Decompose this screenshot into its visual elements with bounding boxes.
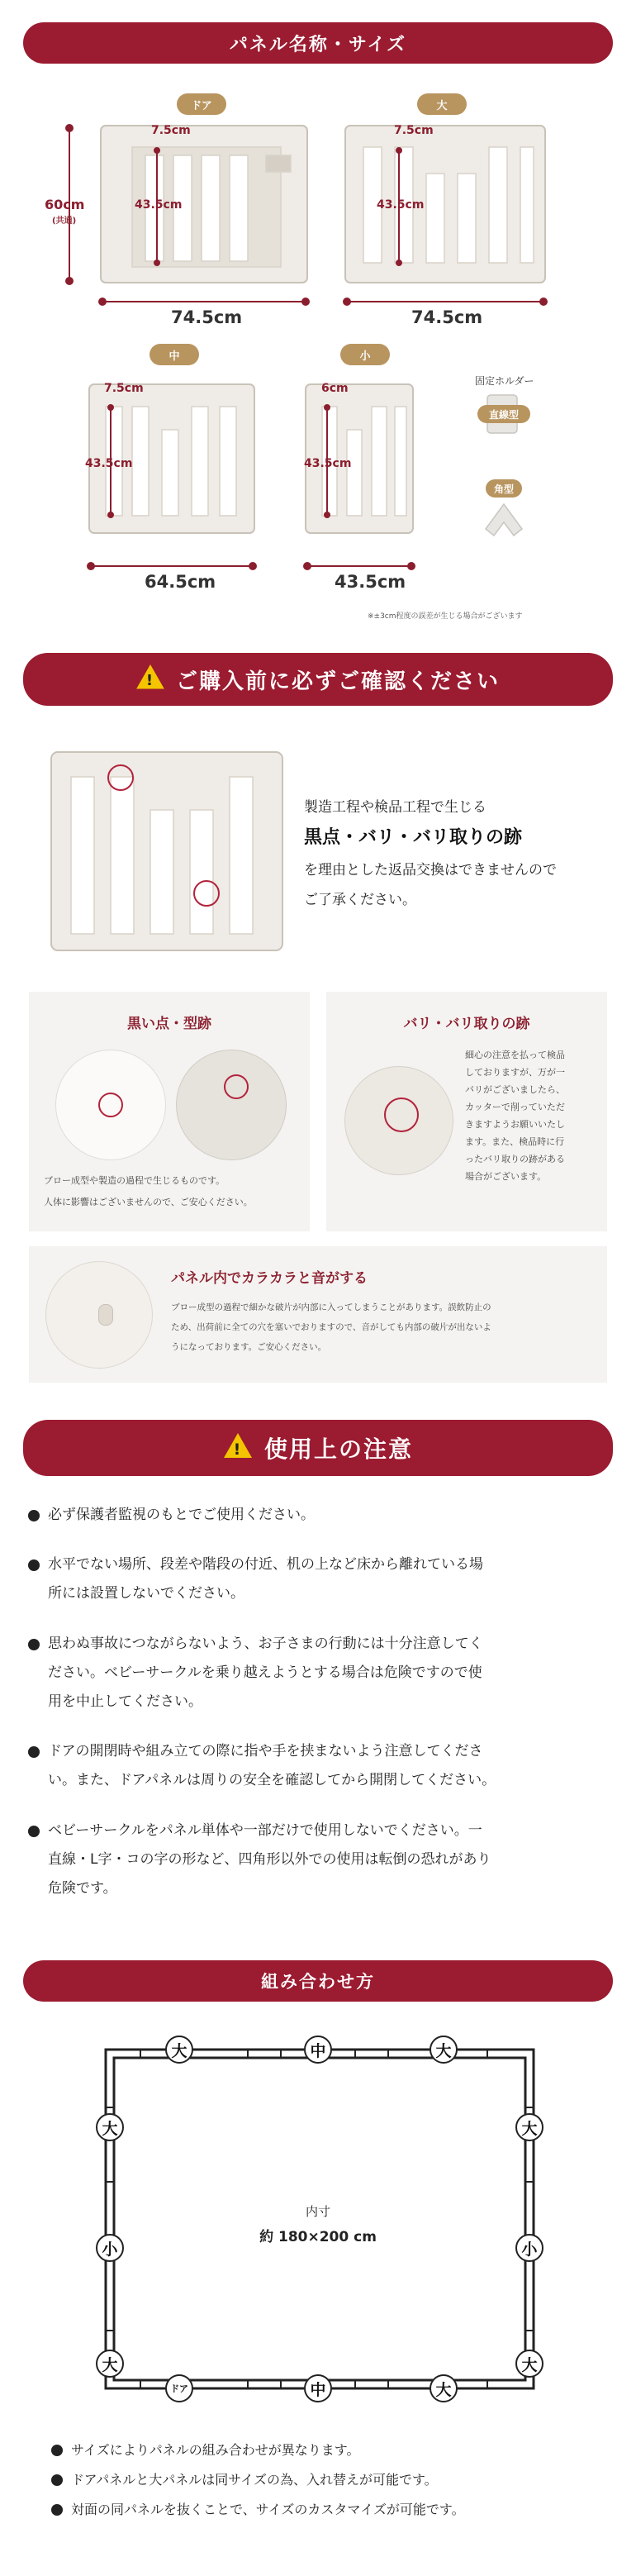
caution-item (28, 1550, 606, 1608)
combination-note (51, 2468, 629, 2493)
medium-mid-dim (85, 457, 132, 470)
tag-door-label: ドア (191, 99, 212, 112)
combo-tag-bottom-2 (304, 2374, 332, 2402)
tag-large-label: 大 (436, 99, 448, 112)
inner-size-label (0, 2202, 636, 2220)
caution-item (28, 1630, 606, 1717)
bullet-icon (28, 1746, 40, 1758)
combo-tag-right-1 (515, 2113, 543, 2141)
burr-line: きますようお願いいたし (465, 1119, 565, 1130)
card-text-1: ブロー成型や製造の過程で生じるものです。 (44, 1175, 225, 1186)
defect-line-3-text: を理由とした返品交換はできませんので (304, 862, 557, 879)
note-text: ドアパネルと大パネルは同サイズの為、入れ替えが可能です。 (71, 2472, 438, 2488)
large-top-text: 7.5cm (394, 124, 434, 137)
door-mid-text: 43.5cm (135, 198, 183, 212)
defect-line-4 (304, 888, 416, 908)
burr-line: ったバリ取りの跡がある (465, 1154, 565, 1164)
section-title-caution (23, 1420, 613, 1476)
combo-tag-top-2 (304, 2036, 332, 2064)
large-top-dim (394, 124, 434, 137)
defect-line-3 (304, 858, 557, 879)
combo-tag-text: 大 (435, 2041, 452, 2060)
defect-line-4-text: ご了承ください。 (304, 892, 416, 908)
medium-width-dim (145, 572, 216, 592)
tolerance-note-text: ※±3cm程度の誤差が生じる場合がございます (368, 612, 523, 621)
corner-holder-image (486, 504, 522, 536)
medium-mid-text: 43.5cm (85, 457, 133, 470)
large-width-dim (411, 307, 482, 327)
note-text: 対面の同パネルを抜くことで、サイズのカスタマイズが可能です。 (71, 2502, 465, 2517)
height-sub-label (52, 213, 76, 226)
door-width-text: 74.5cm (171, 307, 243, 327)
warning-icon (223, 1432, 253, 1464)
caution-item (28, 1501, 606, 1530)
panel-defect-image (43, 744, 291, 959)
door-top-dim (151, 124, 191, 137)
caution-line: 思わぬ事故につながらないよう、お子さまの行動には十分注意してく (48, 1636, 483, 1652)
holder-straight-text: 直線型 (488, 408, 519, 421)
card-title: 黒い点・型跡 (127, 1016, 211, 1032)
combo-tag-text: 小 (102, 2240, 118, 2259)
caution-line: 必ず保護者監視のもとでご使用ください。 (48, 1507, 315, 1523)
bullet-icon (28, 1559, 40, 1571)
defect-line-1 (304, 795, 486, 816)
rattle-line: ため、出荷前に全ての穴を塞いでおりますので、音がしても内部の破片が出ないよ (171, 1322, 491, 1332)
combo-tag-text: 大 (171, 2041, 187, 2060)
tag-small-label: 小 (359, 350, 371, 363)
height-label-text: 60cm (45, 197, 85, 212)
holder-title-text: 固定ホルダー (475, 375, 534, 387)
svg-text:!: ! (233, 1440, 243, 1459)
combo-tag-text: 大 (102, 2119, 118, 2138)
bullet-icon (28, 1639, 40, 1650)
combo-tag-text: 中 (310, 2041, 326, 2060)
rattle-line: うになっております。ご安心ください。 (171, 1342, 327, 1352)
combo-tag-text: 大 (102, 2355, 118, 2374)
card-title: バリ・バリ取りの跡 (403, 1016, 530, 1032)
defect-marker-bottom (193, 880, 220, 907)
large-mid-dim (377, 198, 424, 212)
caution-line: 用を中止してください。 (48, 1693, 202, 1710)
black-dot-marker-2 (224, 1074, 249, 1099)
combo-tag-left-1 (96, 2113, 124, 2141)
tolerance-note (368, 610, 523, 621)
small-mid-text: 43.5cm (304, 457, 352, 470)
combination-note (51, 2438, 629, 2463)
height-label (45, 197, 84, 212)
holder-title (475, 374, 534, 388)
holder-straight-tag (477, 405, 530, 423)
caution-line: ドアの開閉時や組み立ての際に指や手を挟まないよう注意してくださ (48, 1743, 483, 1759)
bullet-icon (51, 2474, 63, 2486)
card-rattle (29, 1246, 607, 1383)
burr-line: しておりますが、万が一 (465, 1067, 565, 1078)
black-dot-marker-1 (98, 1093, 123, 1117)
medium-top-dim (104, 382, 144, 395)
defect-line-1-text: 製造工程や検品工程で生じる (304, 799, 486, 816)
card-title: パネル内でカラカラと音がする (171, 1270, 368, 1287)
caution-item (28, 1817, 606, 1903)
defect-marker-top (107, 764, 134, 791)
combo-tag-top-1 (165, 2036, 193, 2064)
panel-size-diagram (0, 83, 636, 595)
section-title-check (23, 653, 613, 706)
burr-line: 場合がございます。 (465, 1171, 547, 1182)
combo-tag-text: 大 (435, 2380, 452, 2399)
bullet-icon (51, 2504, 63, 2516)
combo-tag-bottom-1 (165, 2374, 193, 2402)
defect-line-2 (304, 823, 522, 849)
combo-tag-text: 中 (310, 2380, 326, 2399)
holder-corner-text: 角型 (493, 483, 514, 495)
combo-tag-text: 大 (521, 2119, 538, 2138)
section-title-text: ご購入前に必ずご確認ください (175, 669, 500, 694)
small-top-text: 6cm (321, 382, 349, 395)
caution-line: ベビーサークルをパネル単体や一部だけで使用しないでください。一 (48, 1822, 482, 1839)
section-title-combination (23, 1960, 613, 2002)
small-top-dim (321, 382, 349, 395)
medium-top-text: 7.5cm (104, 382, 144, 395)
combo-tag-top-3 (430, 2036, 458, 2064)
caution-line: 水平でない場所、段差や階段の付近、机の上など床から離れている場 (48, 1556, 483, 1573)
burr-text (465, 1046, 601, 1185)
tag-medium-label: 中 (168, 350, 180, 363)
burr-line: 細心の注意を払って検品 (465, 1050, 565, 1060)
caution-line: 危険です。 (48, 1880, 117, 1897)
caution-line: い。また、ドアパネルは周りの安全を確認してから開閉してください。 (48, 1772, 496, 1788)
warning-icon (136, 664, 164, 695)
door-width-dim (171, 307, 242, 327)
inner-label-text: 内寸 (305, 2204, 330, 2219)
door-top-text: 7.5cm (151, 124, 191, 137)
bullet-icon (28, 1510, 40, 1521)
holder-corner-tag (486, 479, 522, 498)
small-mid-dim (304, 457, 351, 470)
caution-line: ださい。ベビーサークルを乗り越えようとする場合は危険ですので使 (48, 1664, 482, 1681)
small-width-dim (335, 572, 406, 592)
rattle-line: ブロー成型の過程で細かな破片が内部に入ってしまうことがあります。誤飲防止の (171, 1302, 491, 1312)
note-text: サイズによりパネルの組み合わせが異なります。 (71, 2442, 360, 2458)
inner-size-text: 約 180×200 cm (259, 2229, 377, 2245)
caution-line: 直線・L字・コの字の形など、四角形以外での使用は転倒の恐れがあり (48, 1851, 491, 1868)
card-black-dots (29, 992, 310, 1231)
small-width-text: 43.5cm (335, 572, 406, 592)
rattle-text (171, 1298, 596, 1357)
combination-note (51, 2497, 629, 2522)
height-sub-text: (共通) (52, 217, 77, 226)
section-title-panel-size (23, 22, 613, 64)
bullet-icon (28, 1826, 40, 1837)
inner-size-value (0, 2225, 636, 2245)
medium-width-text: 64.5cm (145, 572, 216, 592)
bullet-icon (51, 2445, 63, 2456)
combo-tag-text: ドア (170, 2383, 188, 2394)
combo-tag-left-3 (96, 2350, 124, 2378)
section-title-text: 組み合わせ方 (261, 1972, 375, 1992)
large-width-text: 74.5cm (411, 307, 483, 327)
card-text-2: 人体に影響はございませんので、ご安心ください。 (44, 1197, 253, 1207)
combo-tag-right-3 (515, 2350, 543, 2378)
combo-tag-text: 大 (521, 2355, 538, 2374)
caution-item (28, 1737, 606, 1795)
burr-line: バリがございましたら、 (465, 1084, 565, 1095)
burr-marker (384, 1098, 419, 1132)
large-mid-text: 43.5cm (377, 198, 425, 212)
combo-tag-text: 小 (521, 2240, 538, 2259)
card-burr (326, 992, 607, 1231)
burr-line: カッターで削っていただ (465, 1102, 565, 1112)
combo-tag-bottom-3 (430, 2374, 458, 2402)
burr-line: ます。また、検品時に行 (465, 1136, 565, 1147)
caution-line: 所には設置しないでください。 (48, 1585, 244, 1602)
defect-line-2-text: 黒点・バリ・バリ取りの跡 (304, 827, 523, 848)
black-dot-photo-2 (176, 1050, 287, 1160)
svg-text:!: ! (145, 671, 155, 689)
rattle-hole-icon (98, 1304, 113, 1326)
door-mid-dim (135, 198, 182, 212)
section-title-text: パネル名称・サイズ (229, 34, 407, 55)
section-title-text: 使用上の注意 (263, 1436, 413, 1463)
